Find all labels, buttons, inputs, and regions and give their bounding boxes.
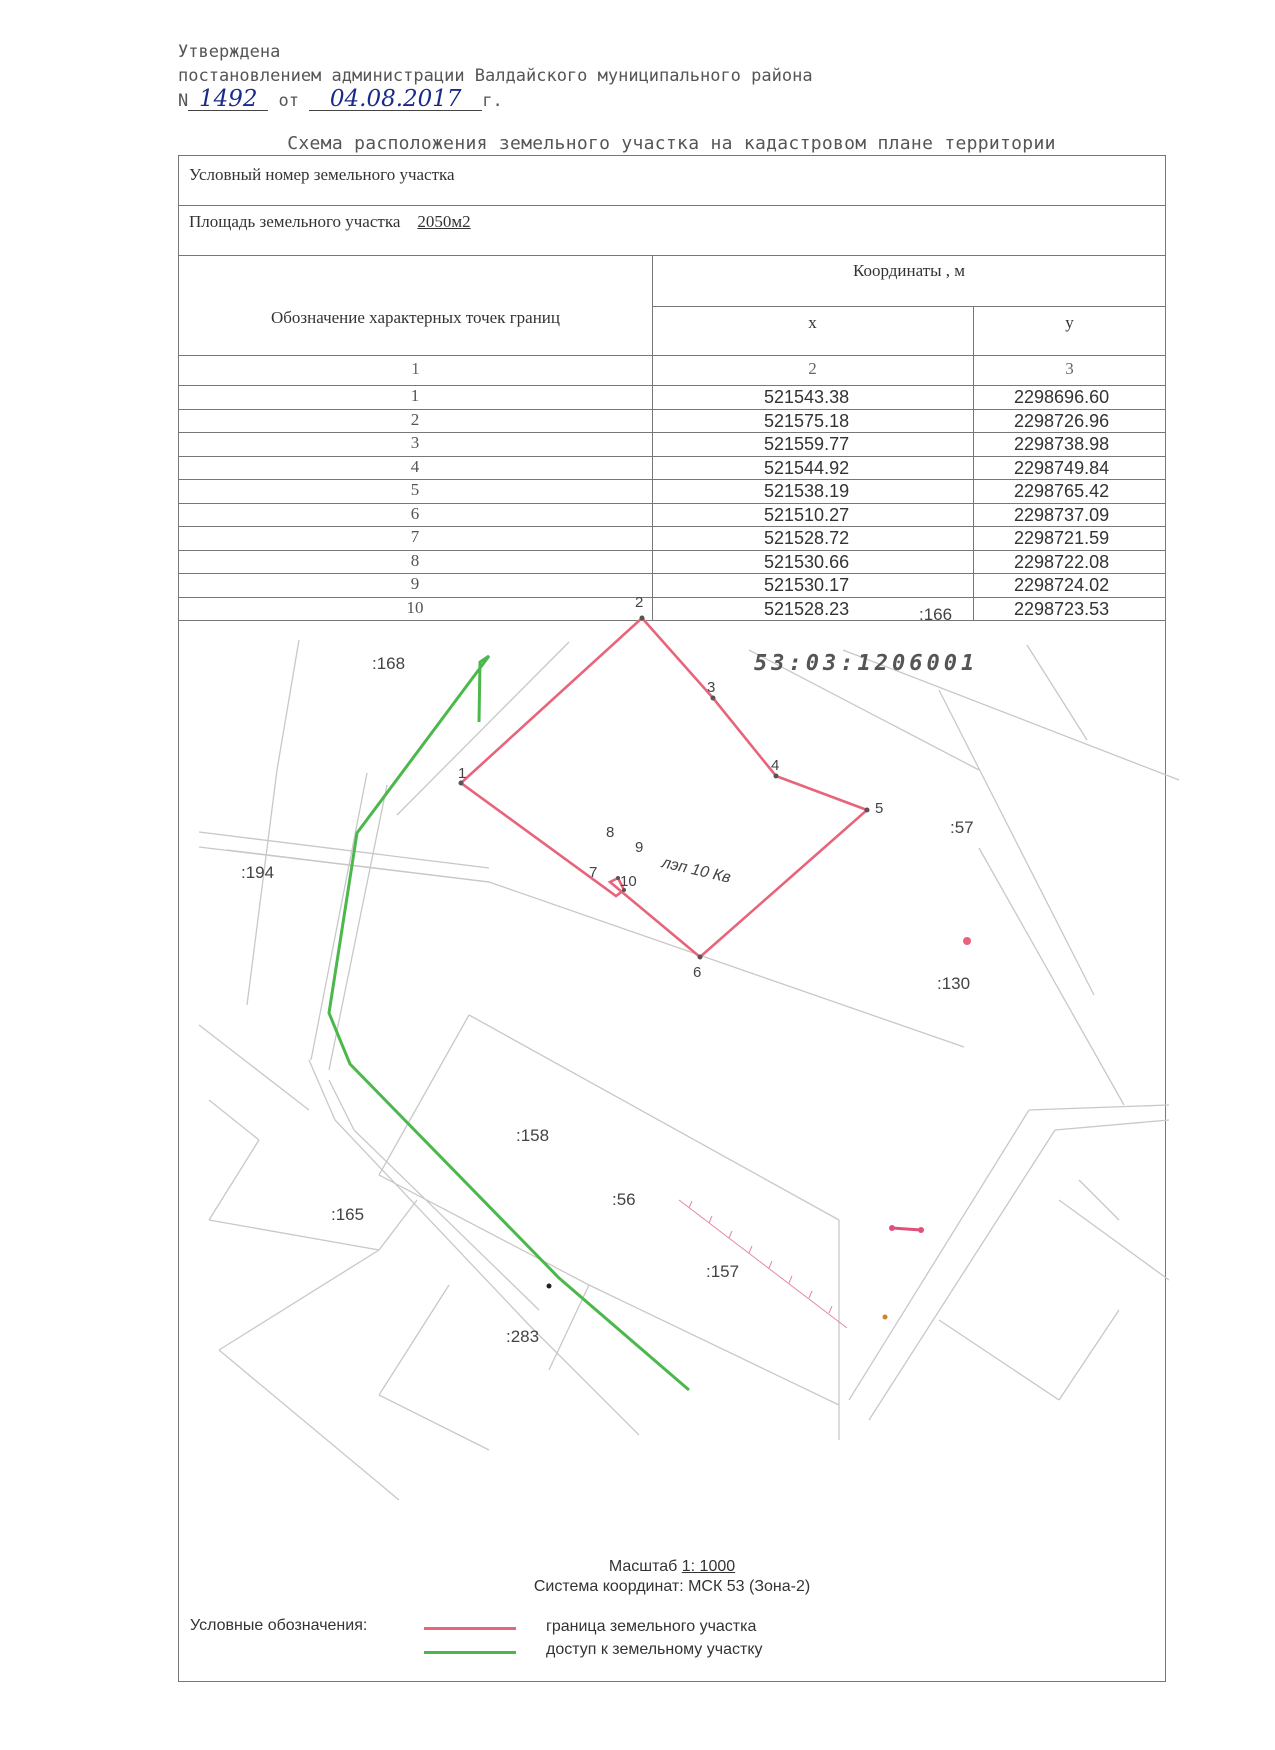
vertex-marker [711, 696, 716, 701]
parcel-line [219, 1350, 399, 1500]
point-x: 521528.72 [764, 528, 850, 548]
parcel-label: :166 [919, 605, 953, 624]
parcel-line [1027, 645, 1087, 740]
point-id: 2 [410, 409, 420, 429]
parcel-line [939, 690, 1094, 995]
cadastral-block-label: 53:03:1206001 [754, 651, 979, 676]
parcel-line [219, 1250, 379, 1350]
points-header: Обозначение характерных точек границ [270, 308, 561, 327]
document-title: Схема расположения земельного участка на кадастровом плане территории [287, 133, 1056, 154]
fence-tick [829, 1306, 832, 1313]
point-x: 521575.18 [764, 410, 850, 431]
column-number-3: 3 [1065, 359, 1074, 378]
orange-point-marker [883, 1315, 888, 1320]
parcel-line [379, 1200, 417, 1250]
parcel-line [209, 1140, 259, 1220]
road-edge [869, 1130, 1055, 1420]
decree-number: 1492 [188, 88, 268, 111]
legend-boundary-label: граница земельного участка [546, 1618, 757, 1635]
vertex-label: 9 [635, 839, 644, 856]
vertex-marker [774, 774, 779, 779]
power-line-label: лэп 10 Кв [660, 854, 733, 887]
point-id: 3 [410, 433, 420, 452]
fence-tick [749, 1246, 752, 1253]
parcel-label: :130 [937, 974, 971, 993]
table-divider [179, 385, 1165, 386]
year-suffix: г. [482, 91, 503, 111]
vertex-label: 7 [589, 864, 598, 881]
row-divider [179, 479, 1165, 480]
parcel-line [379, 1015, 469, 1175]
parcel-line [589, 1285, 839, 1405]
road-edge [529, 1325, 639, 1435]
vertex-label: 6 [693, 964, 702, 981]
point-id: 5 [410, 480, 420, 499]
row-divider [179, 573, 1165, 574]
road-edge [1055, 1120, 1169, 1130]
scale-value: 1: 1000 [681, 1558, 736, 1575]
road-edge [311, 773, 367, 1060]
point-id: 1 [410, 386, 420, 405]
area-value: 2050м2 [417, 212, 471, 231]
area-label-text: Площадь земельного участка [189, 212, 401, 231]
point-x: 521530.66 [764, 551, 850, 572]
row-divider [179, 456, 1165, 457]
segment-end-marker [889, 1225, 895, 1231]
parcel-line [209, 1100, 259, 1140]
parcel-line [1079, 1180, 1119, 1220]
point-y: 2298721.59 [1014, 528, 1110, 548]
parcel-line [489, 882, 964, 1047]
point-y: 2298724.02 [1014, 575, 1110, 595]
fence-line [679, 1200, 847, 1328]
fence-tick [709, 1216, 712, 1223]
black-point-marker [547, 1284, 552, 1289]
coordinates-header: Координаты , м [852, 261, 966, 280]
pole-marker [963, 937, 971, 945]
decree-line [178, 88, 1078, 113]
point-x: 521530.17 [764, 575, 850, 595]
point-id: 8 [410, 550, 420, 570]
row-divider [179, 550, 1165, 551]
row-divider [179, 432, 1165, 433]
fence-hatch [679, 1200, 847, 1328]
fence-tick [689, 1201, 692, 1208]
point-y: 2298723.53 [1014, 598, 1110, 619]
parcel-line [209, 1220, 379, 1250]
table-column-divider [652, 255, 653, 620]
point-x: 521559.77 [764, 434, 850, 454]
vertex-label: 4 [771, 757, 780, 774]
parcel-label: :158 [516, 1126, 550, 1145]
vertex-marker [865, 808, 870, 813]
parcel-line [397, 642, 569, 815]
parcel-label: :57 [950, 818, 974, 837]
parcel-label: :283 [506, 1327, 540, 1346]
fence-tick [769, 1261, 772, 1268]
parcel-line [979, 848, 1124, 1105]
row-divider [179, 526, 1165, 527]
scale-label: Масштаб [608, 1558, 678, 1575]
vertex-label: 1 [458, 765, 467, 782]
vertex-label: 10 [620, 873, 637, 890]
legend-access-swatch [424, 1651, 516, 1654]
vertex-label: 2 [635, 594, 644, 611]
coordinate-system: Система координат: МСК 53 (Зона-2) [533, 1578, 811, 1595]
road-edge [849, 1110, 1029, 1400]
point-x: 521528.23 [764, 598, 850, 619]
point-y: 2298765.42 [1014, 481, 1110, 501]
point-id: 6 [410, 503, 420, 523]
row-divider [179, 503, 1165, 504]
parcel-line [277, 640, 299, 770]
number-prefix: N [178, 91, 189, 111]
point-y: 2298738.98 [1014, 434, 1110, 454]
point-y: 2298749.84 [1014, 457, 1110, 478]
point-x: 521543.38 [764, 387, 850, 407]
parcel-line [199, 1025, 309, 1110]
from-label: от [278, 91, 299, 111]
table-divider [179, 255, 1165, 256]
vertex-marker [698, 955, 703, 960]
fence-tick [729, 1231, 732, 1238]
legend-boundary-swatch [424, 1627, 516, 1630]
pink-segment-marker [892, 1228, 921, 1230]
table-divider [652, 306, 1166, 307]
point-id: 9 [410, 574, 420, 593]
approved-by-text: постановлением администрации Валдайского муниципального района [178, 66, 813, 86]
legend-access-label: доступ к земельному участку [546, 1641, 763, 1658]
segment-end-marker [918, 1227, 924, 1233]
parcel-line [1059, 1200, 1169, 1280]
point-y: 2298726.96 [1014, 410, 1110, 431]
point-id: 10 [406, 597, 424, 617]
road-edge [329, 785, 387, 1070]
road-edge [329, 1080, 354, 1130]
decree-date: 04.08.2017 [309, 88, 482, 111]
vertex-marker [640, 616, 645, 621]
road-edge [335, 1120, 529, 1325]
parcel-line [379, 1175, 589, 1285]
road-edge [309, 1060, 335, 1120]
vertex-label: 3 [707, 679, 716, 696]
row-divider [179, 409, 1165, 410]
vertex-label: 8 [606, 824, 615, 841]
point-x: 521510.27 [764, 504, 850, 525]
conditional-number-label: Условный номер земельного участка [189, 165, 455, 184]
point-x: 521538.19 [764, 481, 850, 501]
scale-block [178, 1557, 1166, 1597]
approved-label: Утверждена [178, 42, 281, 62]
road-edge [354, 1130, 539, 1310]
area-label [189, 212, 471, 232]
point-y: 2298722.08 [1014, 551, 1110, 572]
x-header: x [808, 313, 817, 332]
parcel-line [379, 1395, 489, 1450]
access-path [329, 656, 689, 1390]
approval-header [178, 40, 1078, 113]
point-x: 521544.92 [764, 457, 850, 478]
vertex-label: 5 [875, 800, 884, 817]
parcel-line [939, 1320, 1059, 1400]
table-divider [179, 205, 1165, 206]
legend-title: Условные обозначения: [190, 1617, 368, 1634]
fence-tick [809, 1291, 812, 1298]
parcel-label: :168 [372, 654, 406, 673]
parcel-label: :194 [241, 863, 275, 882]
parcel-line [1059, 1310, 1119, 1400]
fence-tick [789, 1276, 792, 1283]
column-number-2: 2 [808, 359, 817, 378]
table-divider [179, 355, 1165, 356]
road-edge [1029, 1105, 1169, 1110]
row-divider [179, 597, 1165, 598]
parcel-lines [199, 640, 1179, 1500]
scale-line [178, 1557, 1166, 1577]
parcel-line [247, 770, 277, 1005]
point-y: 2298696.60 [1014, 387, 1110, 407]
parcel-label: :56 [612, 1190, 636, 1209]
parcel-line [379, 1285, 449, 1395]
point-y: 2298737.09 [1014, 504, 1110, 525]
parcel-line [469, 1015, 839, 1220]
parcel-label: :165 [331, 1205, 365, 1224]
point-id: 4 [410, 456, 420, 476]
column-number-1: 1 [411, 359, 420, 378]
y-header: y [1065, 313, 1074, 332]
point-id: 7 [410, 527, 420, 546]
parcel-labels [241, 605, 974, 1346]
parcel-label: :157 [706, 1262, 740, 1281]
